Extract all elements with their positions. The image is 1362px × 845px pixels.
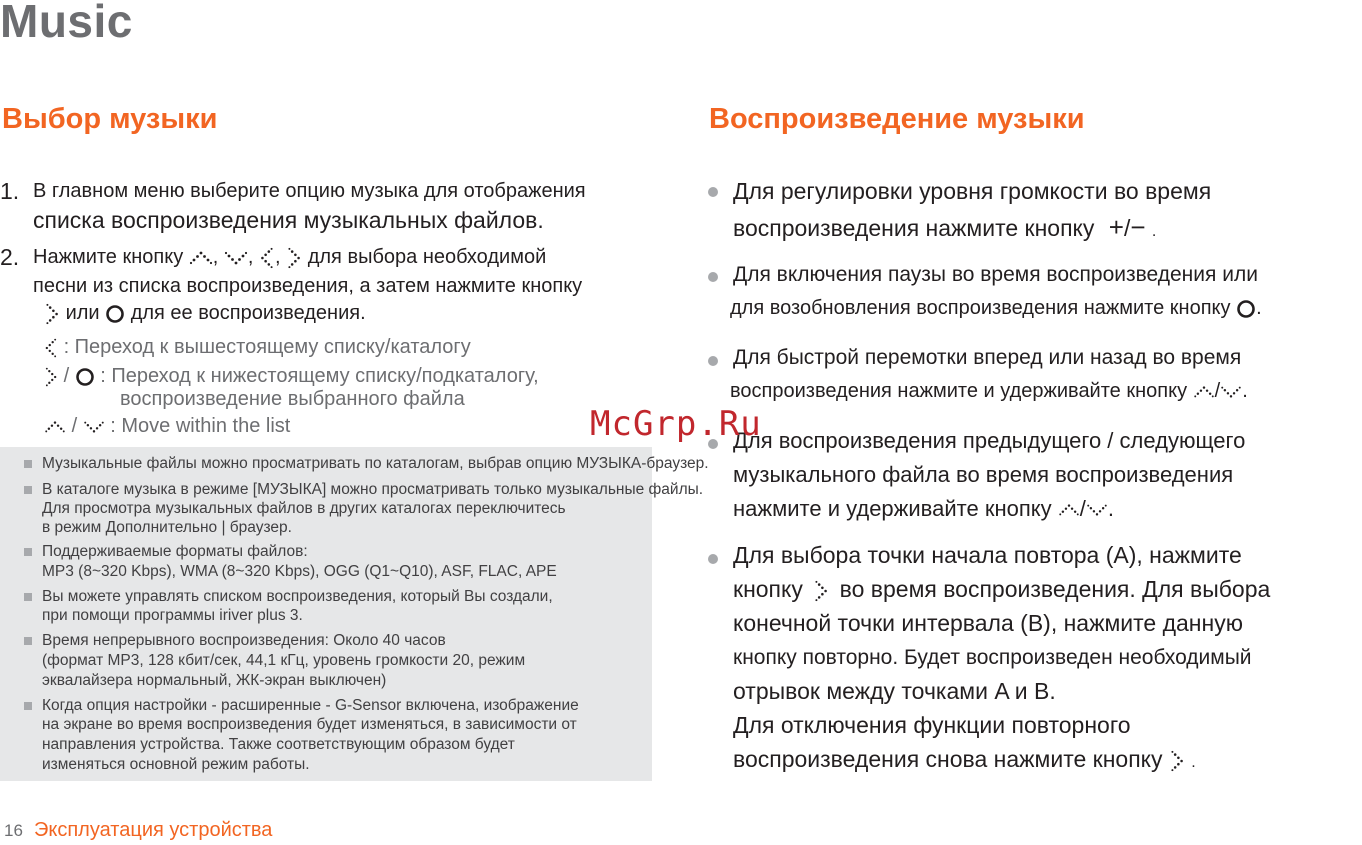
right-button-icon	[44, 303, 60, 325]
note-6-line-4: изменяться основной режим работы.	[42, 756, 310, 773]
period: .	[1191, 754, 1196, 771]
note-bullet	[24, 593, 32, 601]
legend-right-text: : Переход к нижестоящему списку/подкаталогу,	[100, 365, 539, 387]
bullet-dot	[708, 187, 718, 197]
comma: ,	[212, 246, 219, 268]
bullet-2-line-1: Для включения паузы во время воспроизведения или	[733, 263, 1258, 286]
period: .	[1242, 380, 1248, 402]
step-1-line-1: В главном меню выберите опцию музыка для отображения	[33, 180, 586, 202]
right-button-icon	[286, 247, 302, 269]
step-2-line-1	[33, 246, 546, 269]
note-5-line-3: эквалайзера нормальный, ЖК-экран выключен)	[42, 672, 387, 689]
plus-icon: +	[1108, 212, 1124, 242]
bullet-dot	[708, 356, 718, 366]
right-button-icon	[1169, 750, 1185, 772]
note-bullet	[24, 702, 32, 710]
right-button-icon	[813, 580, 829, 602]
legend-right-cont: воспроизведение выбранного файла	[120, 388, 465, 410]
down-button-icon	[224, 250, 248, 266]
legend-updown-text: : Move within the list	[110, 415, 291, 437]
watermark: McGrp.Ru	[590, 404, 762, 444]
note-3-line-1: Поддерживаемые форматы файлов:	[42, 543, 308, 560]
period: .	[1107, 496, 1114, 521]
note-4-line-1: Вы можете управлять списком воспроизведения, который Вы создали,	[42, 588, 553, 605]
comma: ,	[247, 246, 254, 268]
slash: /	[1214, 380, 1221, 402]
bullet-1-line-1: Для регулировки уровня громкости во время	[733, 178, 1212, 204]
note-6-line-1: Когда опция настройки - расширенные - G-Sensor включена, изображение	[42, 697, 579, 714]
right-heading: Воспроизведение музыки	[709, 103, 1085, 135]
note-2-line-2: Для просмотра музыкальных файлов в других каталогах переключитесь	[42, 500, 566, 517]
bullet-5-line-4: кнопку повторно. Будет воспроизведен необходимый	[733, 646, 1252, 669]
bullet-4-line-2: музыкального файла во время воспроизведения	[733, 462, 1234, 487]
bullet-4-line-1: Для воспроизведения предыдущего / следующего	[733, 428, 1246, 453]
step-2-press-text: Нажмите кнопку	[33, 246, 184, 268]
legend-right	[44, 365, 539, 388]
page-title: Music	[0, 0, 133, 47]
up-button-icon	[1193, 385, 1215, 399]
note-5-line-2: (формат MP3, 128 кбит/сек, 44,1 кГц, уровень громкости 20, режим	[42, 652, 526, 669]
bullet-5-line-2	[733, 576, 1270, 603]
note-2-line-1: В каталоге музыка в режиме [МУЗЫКА] можно просматривать только музыкальные файлы.	[42, 481, 704, 498]
left-button-icon	[259, 247, 275, 269]
bullet-5-line-1: Для выбора точки начала повтора (A), нажмите	[733, 542, 1242, 568]
bullet-dot	[708, 272, 718, 282]
bullet-1-line-2	[733, 212, 1156, 243]
up-button-icon	[1058, 503, 1080, 517]
slash: /	[1123, 215, 1131, 241]
down-button-icon	[1086, 503, 1108, 517]
step-2-number: 2.	[0, 244, 20, 270]
bullet-4-line-3	[733, 496, 1114, 522]
bullet-5-button-text: кнопку	[733, 576, 803, 602]
step-2-select-text: для выбора необходимой	[307, 246, 547, 268]
select-button-icon	[105, 304, 125, 324]
note-6-line-2: на экране во время воспроизведения будет изменяться, в зависимости от	[42, 716, 577, 733]
legend-left	[44, 336, 471, 359]
note-4-line-2: при помощи программы iriver plus 3.	[42, 607, 303, 624]
down-button-icon	[83, 420, 105, 434]
bullet-2-line-2	[730, 297, 1262, 320]
bullet-3-text: воспроизведения нажмите и удерживайте кнопку	[730, 380, 1188, 402]
slash: /	[71, 415, 78, 437]
select-button-icon	[1236, 299, 1256, 319]
comma: ,	[275, 246, 281, 268]
slash: /	[1079, 496, 1086, 521]
note-bullet	[24, 637, 32, 645]
bullet-5-again-text: воспроизведения снова нажмите кнопку	[733, 746, 1163, 772]
select-button-icon	[75, 367, 95, 387]
bullet-5-line-7	[733, 746, 1196, 773]
play-text: для ее воспроизведения.	[130, 302, 366, 324]
bullet-3-line-2	[730, 380, 1248, 403]
up-button-icon	[189, 250, 213, 266]
period: .	[1256, 297, 1262, 319]
step-1-line-2: списка воспроизведения музыкальных файлов.	[33, 207, 544, 233]
bullet-5-line-3: конечной точки интервала (B), нажмите данную	[733, 610, 1243, 636]
bullet-3-line-1: Для быстрой перемотки вперед или назад во время	[733, 346, 1242, 369]
note-bullet	[24, 460, 32, 468]
step-2	[0, 244, 660, 334]
step-2-line-3	[44, 302, 366, 325]
left-heading: Выбор музыки	[2, 103, 218, 135]
or-text: или	[65, 302, 100, 324]
note-6-line-3: направления устройства. Также соответствующим образом будет	[42, 736, 515, 753]
bullet-4-text: нажмите и удерживайте кнопку	[733, 496, 1052, 521]
bullet-5-line-5: отрывок между точками A и B.	[733, 678, 1056, 704]
step-2-line-2: песни из списка воспроизведения, а затем нажмите кнопку	[33, 275, 583, 297]
up-button-icon	[44, 420, 66, 434]
note-bullet	[24, 486, 32, 494]
footer-section: Эксплуатация устройства	[34, 819, 273, 841]
legend-updown	[44, 415, 290, 438]
step-1-number: 1.	[0, 178, 20, 204]
note-3-line-2: MP3 (8~320 Kbps), WMA (8~320 Kbps), OGG (Q1~Q10), ASF, FLAC, APE	[42, 563, 557, 580]
right-button-icon	[44, 367, 58, 387]
note-bullet	[24, 548, 32, 556]
bullet-dot	[708, 554, 718, 564]
page-number: 16	[4, 821, 23, 840]
legend-left-text: : Переход к вышестоящему списку/каталогу	[63, 336, 471, 358]
bullet-1-text: воспроизведения нажмите кнопку	[733, 215, 1095, 241]
period: .	[1151, 223, 1157, 240]
note-2-line-3: в режим Дополнительно | браузер.	[42, 519, 292, 536]
bullet-5-during-text: во время воспроизведения. Для выбора	[839, 576, 1271, 602]
bullet-2-text: для возобновления воспроизведения нажмите кнопку	[730, 297, 1231, 319]
minus-icon: −	[1130, 212, 1146, 242]
bullet-5-line-6: Для отключения функции повторного	[733, 712, 1131, 738]
notes-box	[0, 447, 709, 781]
note-5-line-1: Время непрерывного воспроизведения: Около 40 часов	[42, 632, 446, 649]
note-1-line-1: Музыкальные файлы можно просматривать по каталогам, выбрав опцию МУЗЫКА-браузер.	[42, 455, 709, 472]
left-button-icon	[44, 338, 58, 358]
down-button-icon	[1220, 385, 1242, 399]
slash: /	[63, 365, 70, 387]
